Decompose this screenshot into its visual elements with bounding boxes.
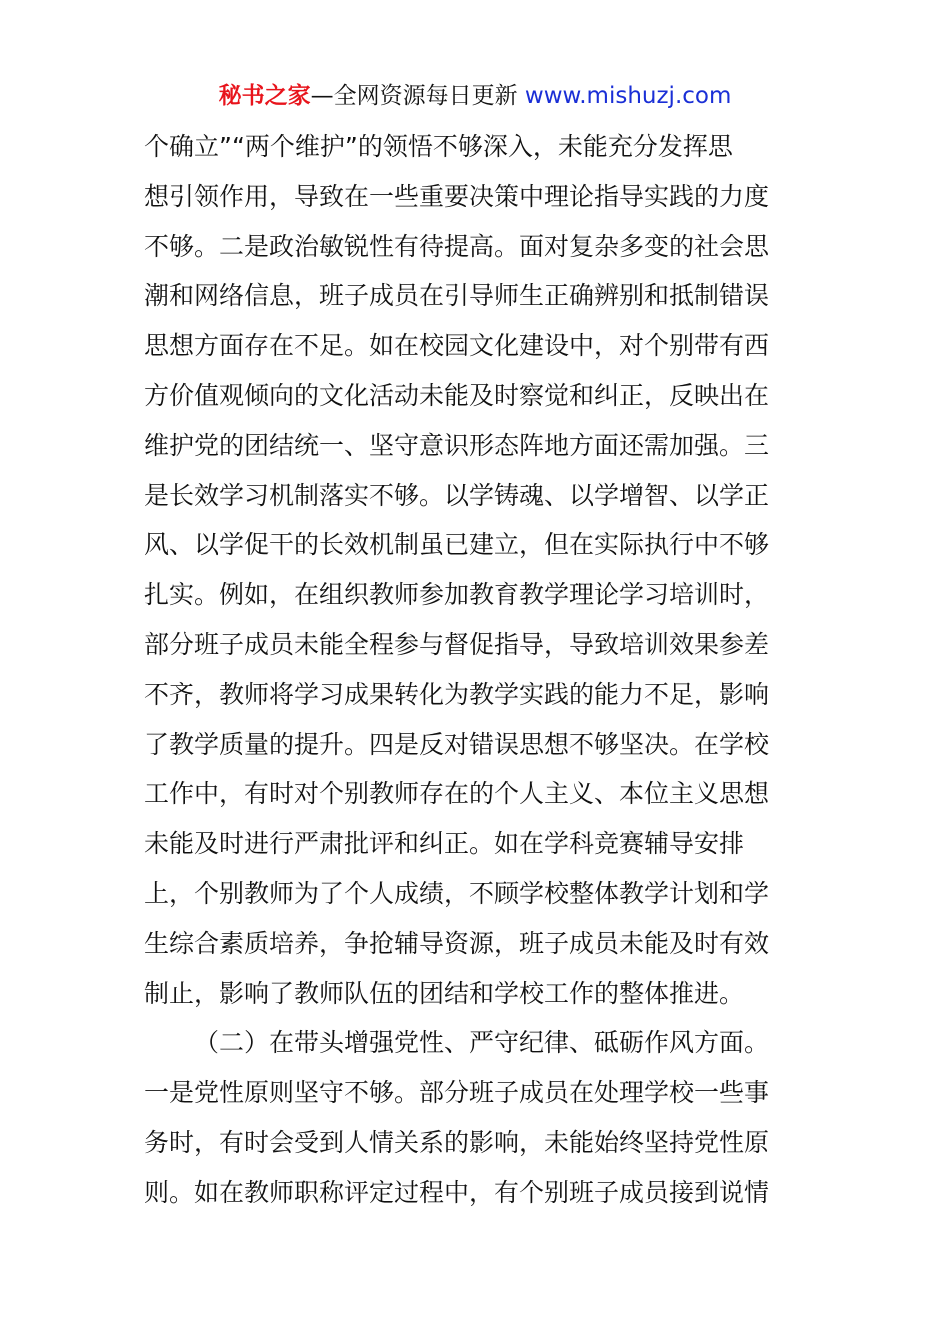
text-line: 务时，有时会受到人情关系的影响，未能始终坚持党性原 bbox=[144, 1127, 770, 1157]
site-tagline: —全网资源每日更新 bbox=[310, 83, 518, 109]
document-body bbox=[144, 122, 808, 1218]
section-heading: （二）在带头增强党性、严守纪律、砥砺作风方面。 bbox=[194, 1028, 770, 1058]
text-line: 生综合素质培养，争抢辅导资源，班子成员未能及时有效 bbox=[144, 928, 770, 958]
text-line: 扎实。例如，在组织教师参加教育教学理论学习培训时， bbox=[144, 580, 770, 610]
site-url-link[interactable]: www.mishuzj.com bbox=[524, 83, 732, 109]
text-line: 是长效学习机制落实不够。以学铸魂、以学增智、以学正 bbox=[144, 480, 770, 510]
text-line: 了教学质量的提升。四是反对错误思想不够坚决。在学校 bbox=[144, 729, 770, 759]
text-line: 部分班子成员未能全程参与督促指导，导致培训效果参差 bbox=[144, 629, 770, 659]
text-line: 上，个别教师为了个人成绩，不顾学校整体教学计划和学 bbox=[144, 878, 770, 908]
text-line: 则。如在教师职称评定过程中，有个别班子成员接到说情 bbox=[144, 1177, 770, 1207]
text-line: 一是党性原则坚守不够。部分班子成员在处理学校一些事 bbox=[144, 1078, 770, 1108]
text-line: 风、以学促干的长效机制虽已建立，但在实际执行中不够 bbox=[144, 530, 770, 560]
text-line: 维护党的团结统一、坚守意识形态阵地方面还需加强。三 bbox=[144, 430, 770, 460]
text-line: 潮和网络信息，班子成员在引导师生正确辨别和抵制错误 bbox=[144, 281, 770, 311]
text-line: 想引领作用，导致在一些重要决策中理论指导实践的力度 bbox=[144, 181, 770, 211]
text-line: 方价值观倾向的文化活动未能及时察觉和纠正，反映出在 bbox=[144, 380, 770, 410]
text-line: 个确立”“两个维护”的领悟不够深入，未能充分发挥思 bbox=[144, 132, 733, 161]
text-line: 思想方面存在不足。如在校园文化建设中，对个别带有西 bbox=[144, 331, 770, 361]
text-line: 未能及时进行严肃批评和纠正。如在学科竞赛辅导安排 bbox=[144, 829, 745, 859]
text-line: 不够。二是政治敏锐性有待提高。面对复杂多变的社会思 bbox=[144, 231, 770, 261]
text-line: 制止，影响了教师队伍的团结和学校工作的整体推进。 bbox=[144, 978, 745, 1008]
site-brand: 秘书之家 bbox=[218, 83, 311, 109]
text-line: 不齐，教师将学习成果转化为教学实践的能力不足，影响 bbox=[144, 679, 770, 709]
text-line: 工作中，有时对个别教师存在的个人主义、本位主义思想 bbox=[144, 779, 770, 809]
page-header bbox=[0, 80, 950, 112]
